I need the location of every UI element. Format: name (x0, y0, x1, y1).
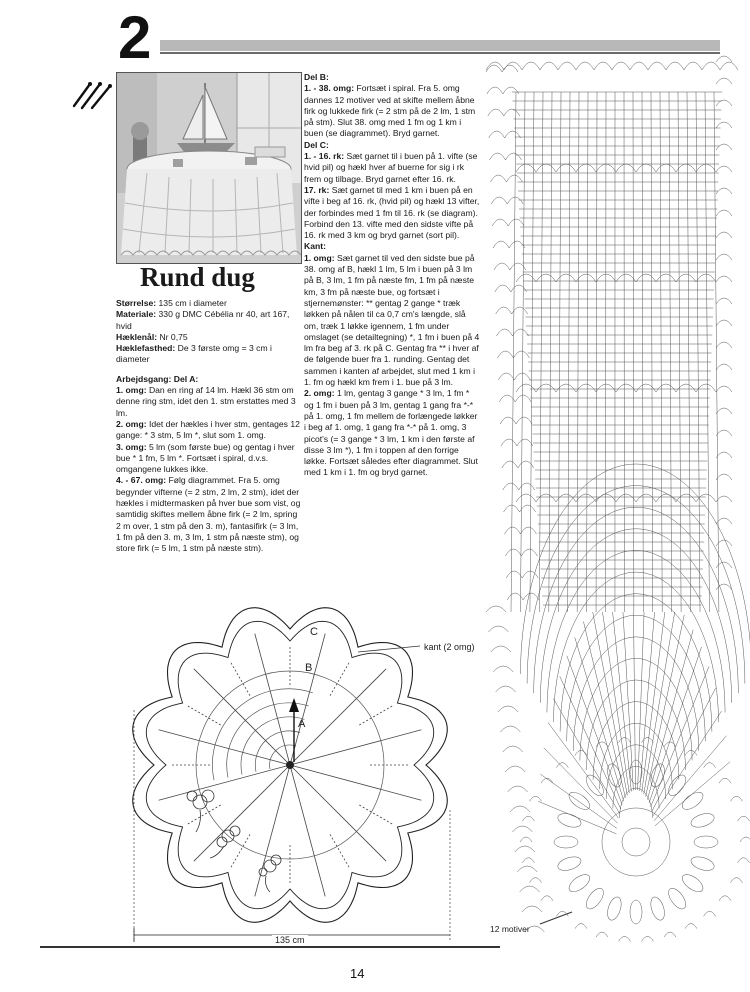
instruction-row (304, 185, 480, 241)
label-a: A (298, 718, 306, 730)
row-label: 3. omg: (116, 441, 147, 452)
instructions-column-1 (116, 298, 302, 555)
instruction-row (304, 388, 480, 478)
row-text: Fortsæt i spiral. Fra 5. omg dannes 12 motiver ved at skifte mellem åbne firk og lukkede firk (= 2 stm på de 2 lm, 1 stm på stm). Slut 38. omg med 1 fm og 1 km i buen (se diagrammet). Bryd garnet. (304, 83, 476, 139)
part-a-heading: Arbejdsgang: Del A: (116, 373, 199, 384)
part-b-heading: Del B: (304, 72, 329, 82)
spec-needle (116, 332, 302, 343)
instruction-row (304, 253, 480, 389)
row-text: 5 lm (som første bue) og gentag i hver bue * 1 fm, 5 lm *. Fortsæt i spiral, d.v.s. omgangene lukkes ikke. (116, 441, 295, 475)
photo-illustration (117, 73, 301, 263)
row-text: Sæt garnet til ved den sidste bue på 38. omg af B, hækl 1 lm, 5 lm i buen på 3 lm på B, 3 lm, 1 fm på næste fm, 1 fm på næste km, 3 fm på næste bue, og fortsæt i stjernemønster: ** gentag 2 gange * træk løkken på nålen til ca 0,7 cm's længde, slå om, træk 1 løkke igennem, 1 fm under omslaget (se detailtegning) *, 1 fm i buen på 4 lm fra beg af 3. rk på C. Gentag fra ** i hver af de følgende buer fra 1. runding. Gentag det sammen i kanten af arbejdet, slut med 1 km i 1. fm og hækl km frem i 1. bue på 3 lm. (304, 252, 480, 388)
spec-label: Hæklefasthed: (116, 343, 176, 354)
edge-rounds-label: kant (2 omg) (424, 642, 475, 652)
instruction-row (116, 475, 302, 554)
row-label: 2. omg: (116, 418, 147, 429)
spec-value: De 3 første omg = 3 cm i diameter (116, 343, 272, 365)
spec-value: 135 cm i diameter (156, 298, 227, 308)
tablecloth-photo (116, 72, 302, 264)
instruction-row (116, 442, 302, 476)
row-label: 2. omg: (304, 388, 335, 399)
footer-rule (40, 946, 500, 948)
spec-value: Nr 0,75 (157, 331, 188, 342)
row-label: 17. rk: (304, 184, 330, 195)
row-text: Sæt garnet til med 1 km i buen på en vifte i beg af 16. rk, (hvid pil) og hækl 13 vifter, der forbindes med 1 fm til 16. rk (se diagram). Forbind den 13. vifte med den sidste vifte på 16. rk med 3 km og bryd garnet (sort pil). (304, 184, 480, 241)
row-label: 1. omg: (304, 252, 335, 263)
instructions-column-2 (304, 72, 480, 479)
row-label: 4. - 67. omg: (116, 475, 167, 486)
crochet-hook-icon (68, 76, 116, 112)
row-text: Sæt garnet til i buen på 1. vifte (se hvid pil) og hækl hver af buerne for sig i rk frem og tilbage. Bryd garnet efter 16. rk. (304, 151, 478, 184)
spec-value: 330 g DMC Cébélia nr 40, art 167, hvid (116, 309, 290, 331)
instruction-row (116, 419, 302, 442)
row-label: 1. omg: (116, 385, 147, 396)
edge-heading: Kant: (304, 241, 326, 252)
row-text: Følg diagrammet. Fra 5. omg begynder vifterne (= 2 stm, 2 lm, 2 stm), idet der hækles i midtermasken på hver bue som vist, og samtidig skiftes mellem åbne firk (= 2 lm, spring 2 m over, 1 stm på den 3. m), fantasifirk (= 3 lm, 1 fm på den 3. m, 3 lm, 1 stm på næste stm), og store firk (= 5 lm, 1 stm på næste stm). (116, 475, 301, 554)
part-c-heading: Del C: (304, 139, 329, 150)
page-number: 14 (350, 966, 365, 981)
spec-label: Størrelse: (116, 298, 157, 308)
crochet-chart (476, 52, 750, 952)
spec-label: Hæklenål: (116, 331, 158, 342)
label-c: C (310, 626, 318, 638)
row-text: Dan en ring af 14 lm. Hækl 36 stm om denne ring stm, idet den 1. stm erstattes med 3 lm. (116, 385, 296, 418)
instruction-row (116, 385, 302, 419)
row-label: 1. - 16. rk: (304, 151, 345, 162)
label-b: B (305, 662, 313, 674)
row-text: Idet der hækles i hver stm, gentages 12 gange: * 3 stm, 5 lm *, slut som 1. omg. (116, 418, 300, 441)
spec-material (116, 309, 302, 332)
diameter-label: 135 cm (272, 935, 308, 945)
instruction-row (304, 151, 480, 185)
chart-strokes (486, 56, 750, 941)
header-band (160, 40, 720, 51)
motifs-label: 12 motiver (490, 924, 530, 934)
pattern-title: Rund dug (140, 262, 255, 292)
pattern-number: 2 (118, 4, 152, 71)
spec-gauge (116, 343, 302, 366)
instruction-row (304, 83, 480, 139)
row-text: 1 lm, gentag 3 gange * 3 lm, 1 fm * og 1 fm i buen på 3 lm, gentag 1 gang fra *-* på 1. omg, 1 fm mellem de forlængede løkker i beg af 1. omg, 1 gang fra *-* på 1. omg, 3 picot's (= 3 gange * 3 lm, 1 km i den første af disse 3 lm *), 1 fm i toppen af den forrige løkke. Fortsæt således efter diagrammet. Slut med 1 km i 1. fm og bryd garnet. (304, 388, 478, 478)
spec-label: Materiale: (116, 309, 157, 320)
spec-size (116, 298, 302, 309)
row-label: 1. - 38. omg: (304, 83, 355, 94)
